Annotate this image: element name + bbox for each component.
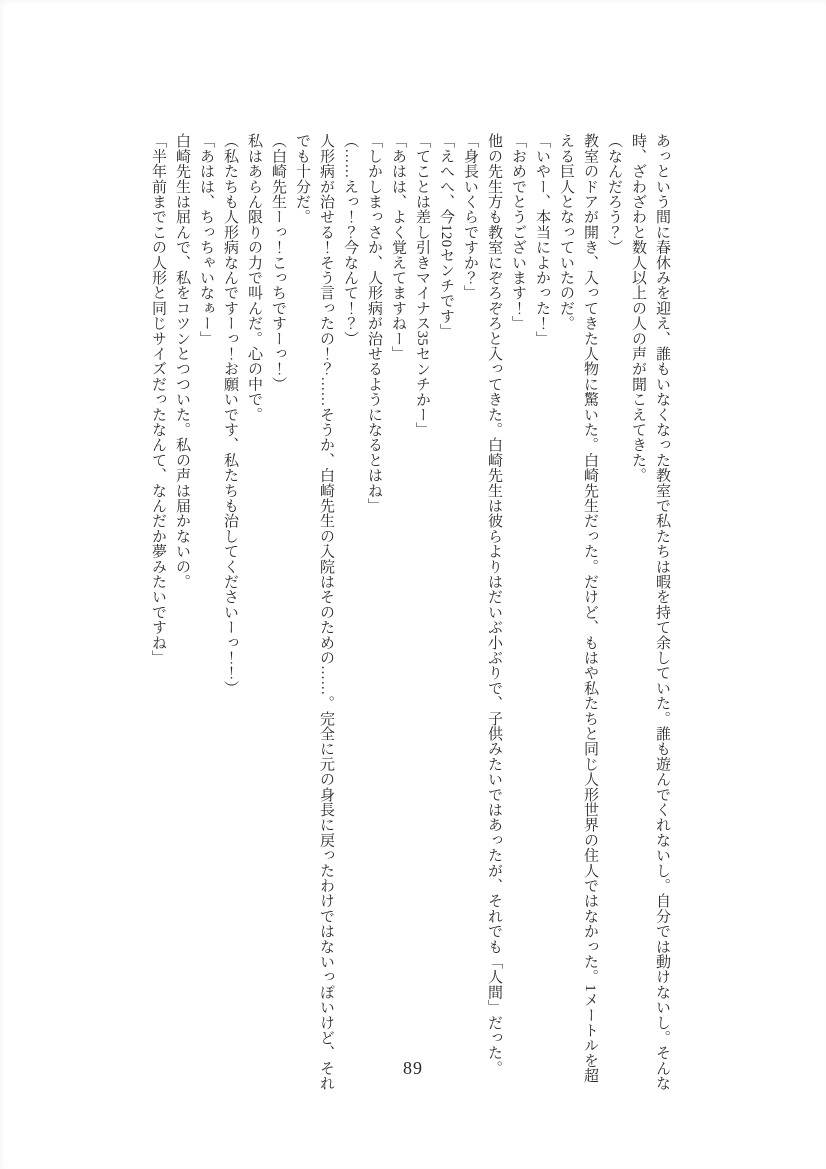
text-line: 人形病が治せる！そう言ったの！？……そうか、白崎先生の入院はそのための……。完全に元の身長に戻ったわけではないっぽいけど、それ [318,133,334,1091]
text-line: （……えっ！？今なんて！？） [342,133,358,346]
text-line: 「いやー、本当によかった！」 [534,133,550,346]
text-line: 「てことは差し引きマイナス35センチかー」 [414,133,430,438]
page-number: 89 [403,1058,423,1078]
text-line: 他の先生方も教室にぞろぞろと入ってきた。白崎先生は彼らよりはだいぶ小ぶりで、子供みたいではあったが、それでも「人間」だった。 [486,133,502,1076]
text-line: （白崎先生ーっ！こっちですーっ！） [270,133,286,392]
text-line: あっという間に春休みを迎え、誰もいなくなった教室で私たちは暇を持て余していた。誰も遊んでくれないし。自分では動けないし。そんな [654,133,670,1091]
text-line: 「身長いくらですか？」 [462,133,478,301]
text-line: 白崎先生は屈んで、私をコツンとつついた。私の声は届かないの。 [174,133,190,589]
text-line: でも十分だ。 [294,133,310,225]
text-line: 私はあらん限りの力で叫んだ。心の中で。 [246,133,262,422]
text-line: 「おめでとうございます！」 [510,133,526,331]
text-line: 教室のドアが開き、入ってきた人物に驚いた。白崎先生だった。だけど、もはや私たちと同じ人形世界の住人ではなかった。1メートルを超 [582,133,598,1084]
text-line: 「あはは、よく覚えてますねー」 [390,133,406,361]
text-line: 時、ざわざわと数人以上の人の声が聞こえてきた。 [630,133,646,483]
vertical-text-block [144,133,674,1091]
text-line: （なんだろう？） [606,133,622,255]
text-line: 「えへへ、今120センチです」 [438,133,454,339]
text-line: 「しかしまっさか、人形病が治せるようになるとはね」 [366,133,382,513]
text-line: （私たちも人形病なんですーっ！お願いです、私たちも治してくださいーっ！！） [222,133,238,696]
text-line: 「あはは、ちっちゃいなぁー」 [198,133,214,346]
text-line: 「半年前までこの人形と同じサイズだったなんて、なんだか夢みたいですね」 [150,133,166,665]
text-line: える巨人となっていたのだ。 [558,133,574,331]
